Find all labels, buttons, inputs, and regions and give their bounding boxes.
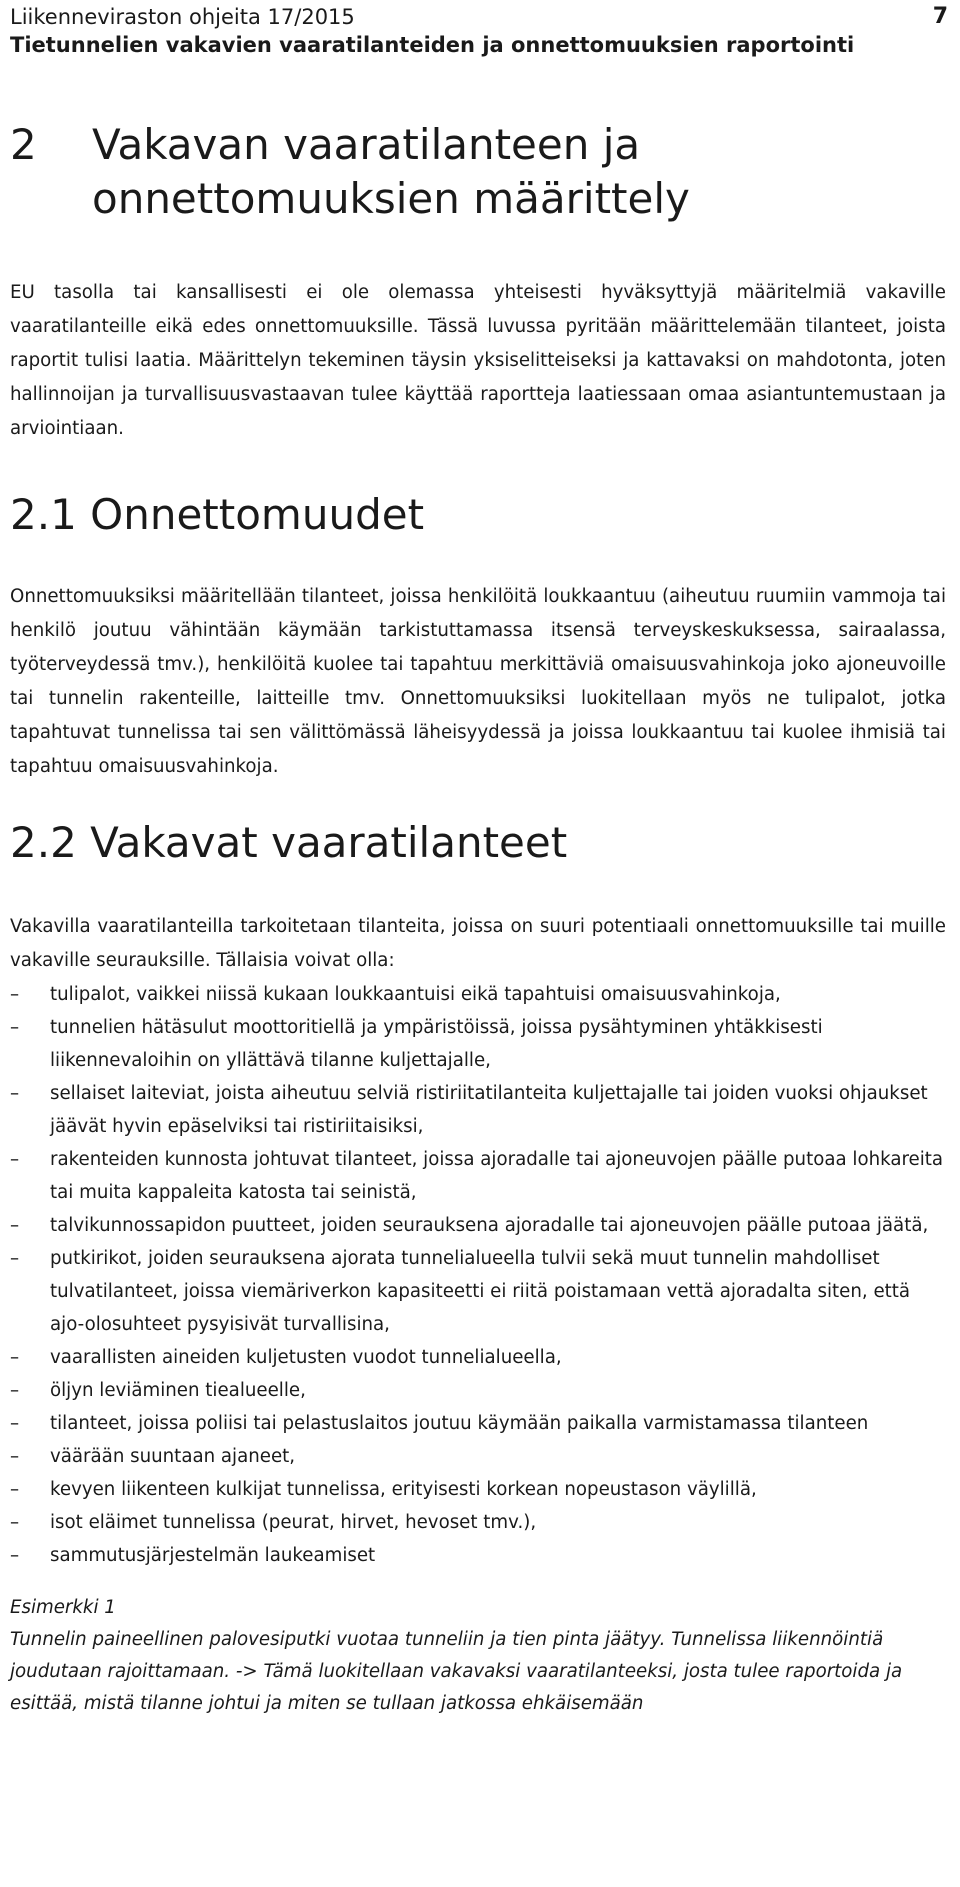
dash-bullet: – — [10, 1380, 20, 1401]
list-item — [10, 1341, 946, 1374]
list-item-text: sammutusjärjestelmän laukeamiset — [50, 1545, 376, 1566]
document-subtitle: Tietunnelien vakavien vaaratilanteiden ja onnettomuuksien raportointi — [10, 33, 855, 57]
list-item — [10, 1209, 946, 1242]
dash-bullet: – — [10, 1446, 20, 1467]
chapter-number: 2 — [10, 120, 37, 169]
section-heading-vakavat-vaaratilanteet: 2.2 Vakavat vaaratilanteet — [10, 818, 568, 867]
hazard-situation-list — [10, 978, 946, 1572]
list-item-text: tilanteet, joissa poliisi tai pelastuslaitos joutuu käymään paikalla varmistamassa tilanteen — [50, 1413, 869, 1434]
page-header — [10, 4, 948, 58]
dash-bullet: – — [10, 1248, 20, 1269]
page-content — [10, 118, 946, 1720]
list-item — [10, 1440, 946, 1473]
list-item-text: rakenteiden kunnosta johtuvat tilanteet, joissa ajoradalle tai ajoneuvojen päälle putoaa lohkareita tai muita kappaleita katosta tai seinistä, — [50, 1149, 944, 1203]
chapter-title: Vakavan vaaratilanteen ja onnettomuuksien määrittely — [92, 120, 690, 223]
list-item-text: kevyen liikenteen kulkijat tunnelissa, erityisesti korkean nopeustason väylillä, — [50, 1479, 757, 1500]
list-item-text: vaarallisten aineiden kuljetusten vuodot tunnelialueella, — [50, 1347, 562, 1368]
list-item — [10, 1407, 946, 1440]
list-item — [10, 1077, 946, 1143]
list-item — [10, 1473, 946, 1506]
dash-bullet: – — [10, 984, 20, 1005]
list-item-text: tulipalot, vaikkei niissä kukaan loukkaantuisi eikä tapahtuisi omaisuusvahinkoja, — [50, 984, 781, 1005]
chapter-heading — [10, 118, 946, 226]
section-heading-onnettomuudet: 2.1 Onnettomuudet — [10, 490, 425, 539]
dash-bullet: – — [10, 1479, 20, 1500]
list-item-text: talvikunnossapidon puutteet, joiden seurauksena ajoradalle tai ajoneuvojen päälle putoaa jäätä, — [50, 1215, 929, 1236]
dash-bullet: – — [10, 1413, 20, 1434]
dash-bullet: – — [10, 1512, 20, 1533]
page-number: 7 — [932, 4, 948, 29]
example-title: Esimerkki 1 — [10, 1597, 116, 1618]
publication-series: Liikenneviraston ohjeita 17/2015 — [10, 5, 355, 29]
dash-bullet: – — [10, 1215, 20, 1236]
section-paragraph-onnettomuudet: Onnettomuuksiksi määritellään tilanteet, joissa henkilöitä loukkaantuu (aiheutuu ruumiin vammoja tai henkilö joutuu vähintään käymään tarkistuttamassa itsensä terveyskeskuksessa, sairaalassa, työterveydessä tmv.), henkilöitä kuolee tai tapahtuu merkittäviä omaisuusvahinkoja joko ajoneuvoille tai tunnelin rakenteille, laitteille tmv. Onnettomuuksiksi luokitellaan myös ne tulipalot, jotka tapahtuvat tunnelissa tai sen välittömässä läheisyydessä ja joissa loukkaantuu tai kuolee ihmisiä tai tapahtuu omaisuusvahinkoja. — [10, 586, 946, 777]
section-intro-vakavat-vaaratilanteet: Vakavilla vaaratilanteilla tarkoitetaan tilanteita, joissa on suuri potentiaali onnettomuuksille tai muille vakaville seurauksille. Tällaisia voivat olla: — [10, 916, 946, 971]
list-item-text: väärään suuntaan ajaneet, — [50, 1446, 296, 1467]
example-box — [10, 1592, 946, 1720]
list-item-text: öljyn leviäminen tiealueelle, — [50, 1380, 306, 1401]
list-item-text: isot eläimet tunnelissa (peurat, hirvet, hevoset tmv.), — [50, 1512, 537, 1533]
list-item-text: putkirikot, joiden seurauksena ajorata tunnelialueella tulvii sekä muut tunnelin mahdolliset tulvatilanteet, joissa viemäriverkon kapasiteetti ei riitä poistamaan vettä ajoradalta siten, että ajo-olosuhteet pysyisivät turvallisina, — [50, 1248, 911, 1335]
dash-bullet: – — [10, 1017, 20, 1038]
list-item — [10, 1374, 946, 1407]
list-item — [10, 1539, 946, 1572]
example-text: Tunnelin paineellinen palovesiputki vuotaa tunneliin ja tien pinta jäätyy. Tunnelissa liikennöintiä joudutaan rajoittamaan. -> Tämä luokitellaan vakavaksi vaaratilanteeksi, josta tulee raportoida ja esittää, mistä tilanne johtui ja miten se tullaan jatkossa ehkäisemään — [10, 1629, 903, 1714]
dash-bullet: – — [10, 1083, 20, 1104]
list-item — [10, 1011, 946, 1077]
dash-bullet: – — [10, 1347, 20, 1368]
dash-bullet: – — [10, 1545, 20, 1566]
list-item-text: tunnelien hätäsulut moottoritiellä ja ympäristöissä, joissa pysähtyminen yhtäkkisesti liikennevaloihin on yllättävä tilanne kuljettajalle, — [50, 1017, 823, 1071]
list-item — [10, 978, 946, 1011]
list-item — [10, 1506, 946, 1539]
list-item — [10, 1143, 946, 1209]
dash-bullet: – — [10, 1149, 20, 1170]
chapter-intro-paragraph: EU tasolla tai kansallisesti ei ole olemassa yhteisesti hyväksyttyjä määritelmiä vakaville vaaratilanteille eikä edes onnettomuuksille. Tässä luvussa pyritään määrittelemään tilanteet, joista raportit tulisi laatia. Määrittelyn tekeminen täysin yksiselitteiseksi ja kattavaksi on mahdotonta, joten hallinnoijan ja turvallisuusvastaavan tulee käyttää raportteja laatiessaan omaa asiantuntemustaan ja arviointiaan. — [10, 282, 946, 439]
list-item — [10, 1242, 946, 1341]
list-item-text: sellaiset laiteviat, joista aiheutuu selviä ristiriitatilanteita kuljettajalle tai joiden vuoksi ohjaukset jäävät hyvin epäselviksi tai ristiriitaisiksi, — [50, 1083, 928, 1137]
